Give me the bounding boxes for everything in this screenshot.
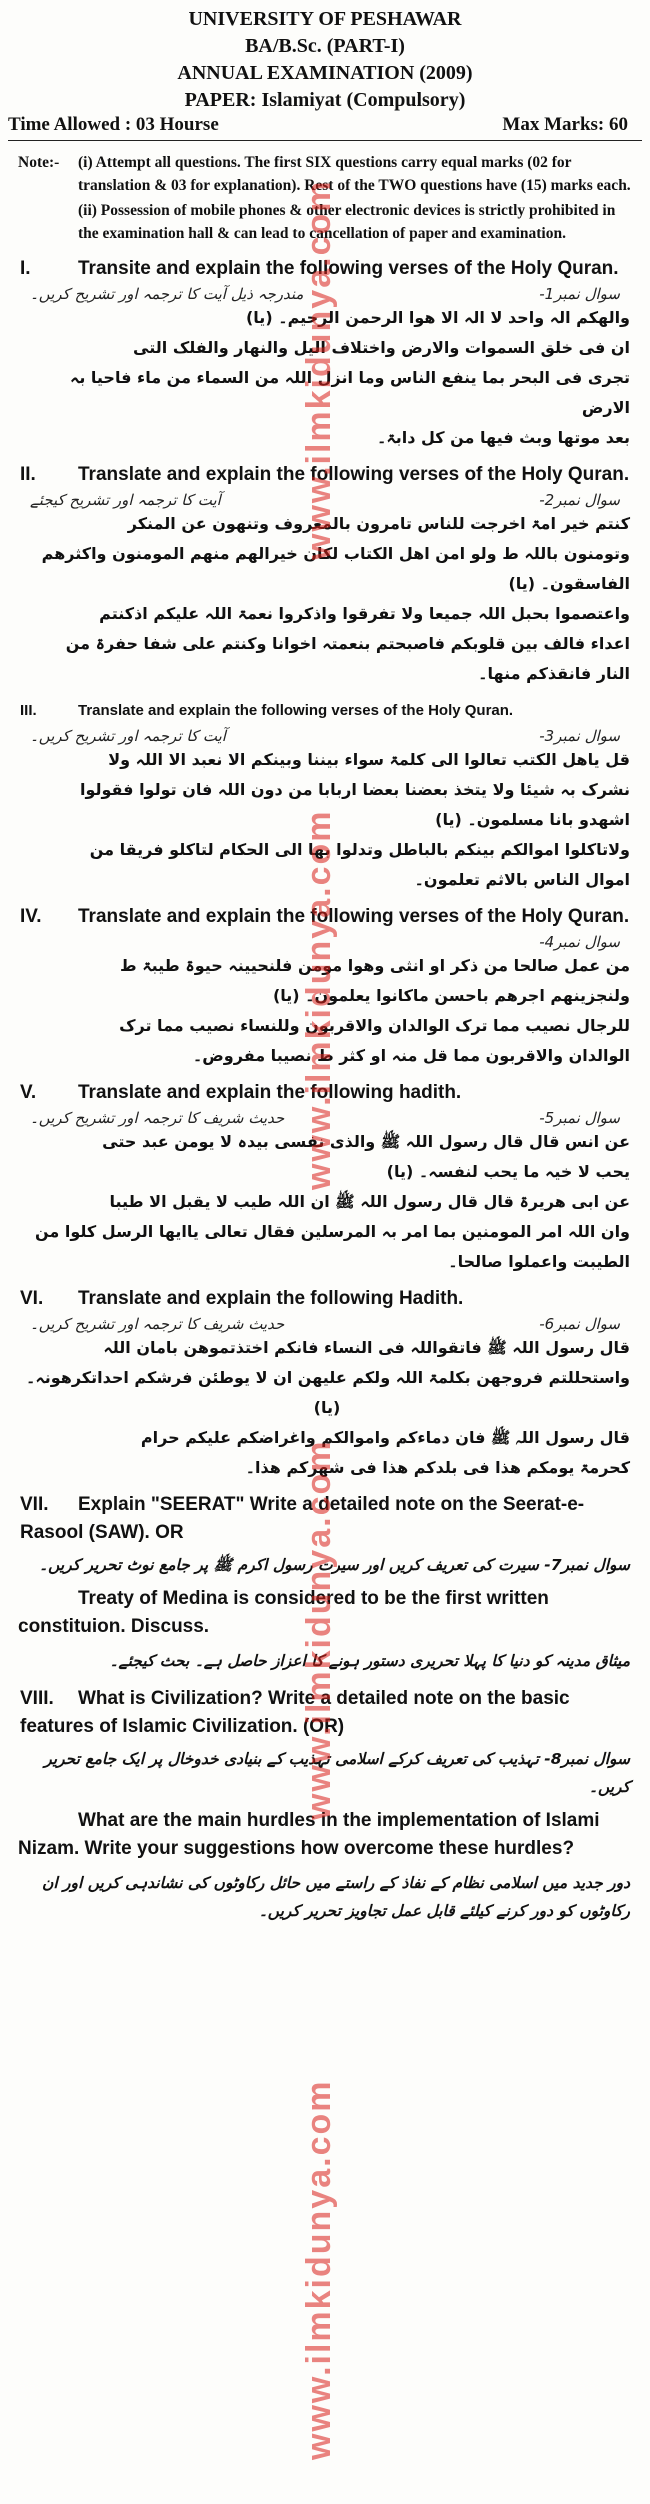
watermark-text-1: www.ilmkidunya.com (300, 179, 338, 560)
question-number: VIII. (20, 1688, 54, 1709)
question-6 (0, 1277, 650, 1483)
question-heading (0, 1277, 650, 1315)
exam-header (0, 0, 650, 114)
verse-line: قال رسول اللہ ﷺ فان دماءکم واموالکم واغراضکم علیکم حرام (140, 1428, 630, 1447)
urdu-question: سوال نمبر7- سیرت کی تعریف کریں اور سیرت رسول اکرم ﷺ پر جامع نوٹ تحریر کریں۔ (39, 1556, 630, 1574)
urdu-instruction: آیت کا ترجمہ اور تشریح کیجئے (30, 491, 221, 509)
verse-line: للرجال نصیب مما ترک الوالدان والاقربون وللنساء نصیب مما ترک (119, 1016, 630, 1035)
verse-line: تجری فی البحر بما ینفع الناس وما انزل اللہ من السماء من ماء فاحیا بہ الارض (69, 368, 630, 417)
urdu-instruction-row (0, 491, 650, 509)
max-marks: Max Marks: 60 (502, 114, 628, 135)
question-3 (0, 689, 650, 895)
verse-line: الطیبت واعملوا صالحا۔ (448, 1252, 630, 1271)
urdu-instruction: حدیث شریف کا ترجمہ اور تشریح کریں۔ (30, 1109, 285, 1127)
question-text: Translate and explain the following verses of the Holy Quran. (78, 906, 630, 927)
urdu-instruction-row (0, 727, 650, 745)
verse-line: اشھدو بانا مسلمون۔ (یا) (435, 810, 630, 829)
verse-line: وان اللہ امر المومنین بما امر بہ المرسلین فقال تعالی یاایھا الرسل کلوا من (34, 1222, 630, 1241)
question-text: Translate and explain the following verses of the Holy Quran. (78, 702, 514, 719)
verse-line: الوالدان والاقربون مما قل منہ او کثر ط نصیبا مفروض۔ (192, 1046, 630, 1065)
alternative-question: What are the main hurdles in the implementation of Islami Nizam. Write your suggestions how overcome these hurdles? (18, 1810, 600, 1859)
question-number: II. (20, 464, 36, 485)
verse-line: النار فانقذکم منھا۔ (478, 664, 630, 683)
verse-line: نشرک بہ شیئا ولا یتخذ بعضنا بعضا اربابا من دون اللہ فان تولوا فقولوا (79, 780, 630, 799)
alternative-question: Treaty of Medina is considered to be the first written constituion. Discuss. (18, 1588, 549, 1637)
note-label: Note:- (18, 154, 60, 171)
urdu-question-label: سوال نمبر5- (539, 1109, 620, 1127)
question-4 (0, 895, 650, 1071)
question-heading (0, 1483, 650, 1549)
question-heading (0, 1677, 650, 1743)
urdu-question-label: سوال نمبر3- (539, 727, 620, 745)
question-heading (0, 895, 650, 933)
verse-line: کنتم خیر امۃ اخرجت للناس تامرون بالمعروف وتنھون عن المنکر (127, 514, 630, 533)
urdu-instruction-row (0, 933, 650, 951)
note-item: (i) Attempt all questions. The first SIX questions carry equal marks (02 for translation & 03 for explanation). Rest of the TWO questions have (15) marks each. (78, 154, 631, 194)
question-heading (0, 1071, 650, 1109)
urdu-alternative: دور جدید میں اسلامی نظام کے نفاذ کے راستے میں حائل رکاوٹوں کی نشاندہی کریں اور ان رکاوٹوں کو دور کرنے کیلئے قابل عمل تجاویز تحریر کریں۔ (41, 1874, 630, 1920)
question-text: Translate and explain the following verses of the Holy Quran. (78, 464, 630, 485)
verse-line: والھکم الہ واحد لا الہ الا ھوا الرحمن الرحیم۔ (یا) (245, 308, 630, 327)
urdu-question-label: سوال نمبر1- (539, 285, 620, 303)
note-section (0, 145, 650, 247)
urdu-question-label: سوال نمبر4- (539, 933, 620, 951)
question-text: Translate and explain the following hadith. (78, 1082, 462, 1103)
paper-name: PAPER: Islamiyat (Compulsory) (184, 89, 466, 111)
question-5 (0, 1071, 650, 1277)
question-number: I. (20, 258, 31, 279)
verse-line: یحب لا خیہ ما یحب لنفسہ۔ (یا) (386, 1162, 630, 1181)
verse-line: عن انس قال قال رسول اللہ ﷺ والذی نفسی بیدہ لا یومن عبد حتی (102, 1132, 630, 1151)
question-7 (0, 1483, 650, 1677)
watermark-text-4: www.ilmkidunya.com (300, 2079, 338, 2460)
urdu-alternative: میثاق مدینہ کو دنیا کا پہلا تحریری دستور ہونے کا اعزاز حاصل ہے۔ بحث کیجئے۔ (109, 1652, 630, 1670)
verse-line: الفاسقون۔ (یا) (508, 574, 630, 593)
exam-name: ANNUAL EXAMINATION (2009) (177, 62, 473, 84)
urdu-instruction: حدیث شریف کا ترجمہ اور تشریح کریں۔ (30, 1315, 285, 1333)
question-number: III. (20, 702, 37, 719)
verse-line: من عمل صالحا من ذکر او انثی وھوا مومن فلنحیینہ حیوۃ طیبۃ ط (120, 956, 630, 975)
watermark-text-2: www.ilmkidunya.com (300, 809, 338, 1190)
verse-line: قال رسول اللہ ﷺ فاتقواللہ فی النساء فانکم اختذتموھن بامان اللہ (103, 1338, 630, 1357)
question-2 (0, 453, 650, 689)
urdu-instruction-row (0, 285, 650, 303)
question-heading (0, 689, 650, 727)
verse-line: ولاتاکلوا اموالکم بینکم بالباطل وتدلوا بھا الی الحکام لتاکلو فریقا من (89, 840, 630, 859)
header-divider (8, 140, 642, 141)
verse-line: ان فی خلق السموات والارض واختلاف الیل والنھار والفلک التی (133, 338, 630, 357)
question-number: IV. (20, 906, 42, 927)
watermark-text-3: www.ilmkidunya.com (300, 1439, 338, 1820)
course-name: BA/B.Sc. (PART-I) (245, 35, 405, 57)
verse-line: (یا) (313, 1398, 341, 1417)
urdu-instruction-row (0, 1109, 650, 1127)
question-text: Explain "SEERAT" Write a detailed note on the Seerat-e-Rasool (SAW). OR (20, 1494, 585, 1543)
verse-line: اموال الناس بالاثم تعلمون۔ (414, 870, 630, 889)
time-allowed: Time Allowed : 03 Hourse (8, 114, 219, 135)
question-8 (0, 1677, 650, 1927)
verse-line: اعداء فالف بین قلوبکم فاصبحتم بنعمتہ اخوانا وکنتم علی شفا حفرۃ من (65, 634, 630, 653)
question-1 (0, 247, 650, 453)
questions-list (0, 247, 650, 1483)
verse-line: عن ابی ھریرۃ قال قال رسول اللہ ﷺ ان اللہ طیب لا یقبل الا طیبا (109, 1192, 630, 1211)
question-number: VI. (20, 1288, 44, 1309)
note-item: (ii) Possession of mobile phones & other electronic devices is strictly prohibited in the examination hall & can lead to cancellation of paper and examination. (78, 202, 616, 242)
note-body (78, 151, 636, 247)
question-number: VII. (20, 1494, 49, 1515)
verse-line: واستحللتم فروجھن بکلمۃ اللہ ولکم علیھن ان لا یوطئن فرشکم احداتکرھونہ۔ (25, 1368, 630, 1387)
time-marks-row (0, 114, 650, 136)
verse-line: واعتصموا بحبل اللہ جمیعا ولا تفرقوا واذکروا نعمۃ اللہ علیکم اذکنتم (99, 604, 630, 623)
question-heading (0, 453, 650, 491)
question-text: Translate and explain the following Hadith. (78, 1288, 464, 1309)
urdu-question-label: سوال نمبر2- (539, 491, 620, 509)
question-text: Transite and explain the following verses of the Holy Quran. (78, 258, 619, 279)
verse-line: کحرمۃ یومکم ھذا فی بلدکم ھذا فی شھرکم ھذا۔ (245, 1458, 630, 1477)
question-number: V. (20, 1082, 37, 1103)
urdu-question: سوال نمبر8- تہذیب کی تعریف کرکے اسلامی تہذیب کے بنیادی خدوخال پر ایک جامع تحریر کریں۔ (44, 1750, 630, 1796)
question-text: What is Civilization? Write a detailed note on the basic features of Islamic Civilization. (OR) (20, 1688, 570, 1737)
verse-line: وتومنون باللہ ط ولو امن اھل الکتاب لکان خیرالھم منھم المومنون واکثرھم (41, 544, 630, 563)
university-name: UNIVERSITY OF PESHAWAR (188, 8, 462, 30)
verse-line: قل یاھل الکتب تعالوا الی کلمۃ سواء بیننا وبینکم الا نعبد الا اللہ ولا (108, 750, 630, 769)
urdu-instruction: آیت کا ترجمہ اور تشریح کریں۔ (30, 727, 226, 745)
verse-line: ولنجزینھم اجرھم باحسن ماکانوا یعلمون۔ (یا) (272, 986, 630, 1005)
question-heading (0, 247, 650, 285)
urdu-instruction: مندرجہ ذیل آیت کا ترجمہ اور تشریح کریں۔ (30, 285, 304, 303)
verse-line: بعد موتھا وبث فیھا من کل دابۃ۔ (376, 428, 630, 447)
urdu-instruction-row (0, 1315, 650, 1333)
urdu-question-label: سوال نمبر6- (539, 1315, 620, 1333)
